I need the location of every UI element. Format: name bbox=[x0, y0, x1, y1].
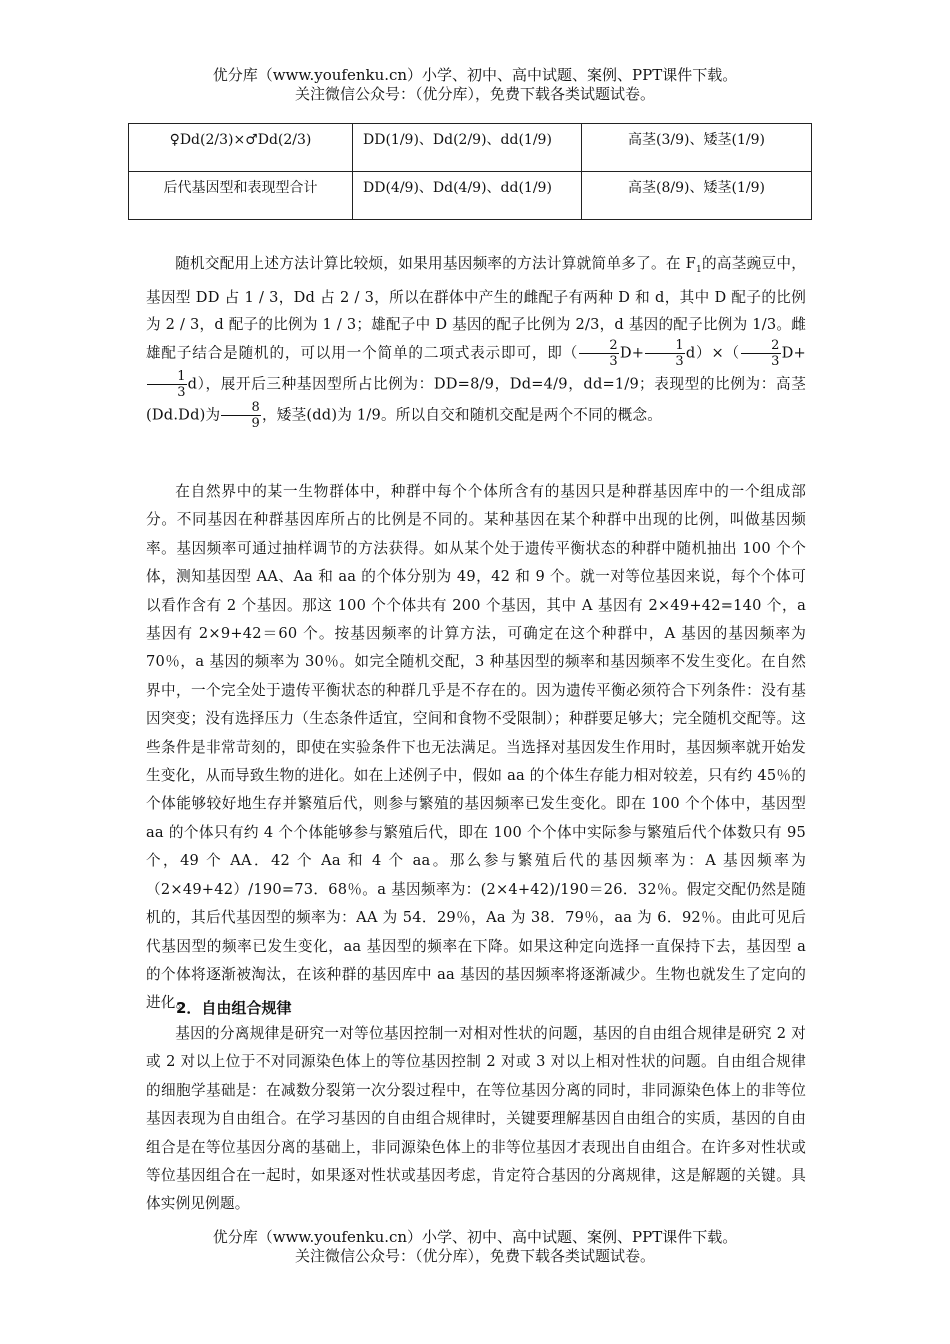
paragraph-free-combination bbox=[146, 1020, 806, 1219]
genotype-table bbox=[128, 123, 812, 220]
table-row bbox=[129, 172, 812, 220]
footer-line-1: 优分库（www.youfenku.cn）小学、初中、高中试题、案例、PPT课件下载。 bbox=[212, 1228, 738, 1246]
fraction-2-3: $\frac{2}{3}$ bbox=[741, 338, 781, 369]
table-row bbox=[129, 124, 812, 172]
table-cell-phenotypes: 高茎(3/9)、矮茎(1/9) bbox=[582, 124, 812, 172]
subscript-1: 1 bbox=[695, 264, 702, 275]
table-cell-cross: 后代基因型和表现型合计 bbox=[129, 172, 353, 220]
para1-text-4: d）×（ bbox=[685, 344, 740, 362]
para2-text: 在自然界中的某一生物群体中，种群中每个个体所含有的基因只是种群基因库中的一个组成部分。不同基因在种群基因库所占的比例是不同的。某种基因在某个种群中出现的比例，叫做基因频率。基因频率可通过抽样调节的方法获得。如从某个处于遗传平衡状态的种群中随机抽出 100 个个体，测知基因型 AA、Aa 和 aa 的个体分别为 49，42 和 9 个。就一对等位基因来说，每个个体可以看作含有 2 个基因。那这 100 个个体共有 200 个基因，其中 A 基因有 2×49+42=140 个，a 基因有 2×9+42＝60 个。按基因频率的计算方法，可确定在这个种群中，A 基因的基因频率为 70％，a 基因的频率为 30％。如完全随机交配，3 种基因型的频率和基因频率不发生变化。在自然界中，一个完全处于遗传平衡状态的种群几乎是不存在的。因为遗传平衡必须符合下列条件：没有基因突变；没有选择压力（生态条件适宜，空间和食物不受限制）；种群要足够大；完全随机交配等。这些条件是非常苛刻的，即使在实验条件下也无法满足。当选择对基因发生作用时，基因频率就开始发生变化，从而导致生物的进化。如在上述例子中，假如 aa 的个体生存能力相对较差，只有约 45％的个体能够较好地生存并繁殖后代，则参与繁殖的基因频率已发生变化。即在 100 个个体中，基因型 aa 的个体只有约 4 个个体能够参与繁殖后代，即在 100 个个体中实际参与繁殖后代个体数只有 95 个，49 个 AA．42 个 Aa 和 4 个 aa。那么参与繁殖后代的基因频率为：A 基因频率为（2×49+42）/190=73．68％。a 基因频率为：(2×4+42)/190＝26．32％。假定交配仍然是随机的，其后代基因型的频率为：AA 为 54．29％，Aa 为 38．79％，aa 为 6．92％。由此可见后代基因型的频率已发生变化，aa 基因型的频率在下降。如果这种定向选择一直保持下去，基因型 a 的个体将逐渐被淘汰，在该种群的基因库中 aa 基因的基因频率将逐渐减少。生物也就发生了定向的进化。 bbox=[146, 483, 806, 1012]
footer-line-2: 关注微信公众号：（优分库），免费下载各类试题试卷。 bbox=[294, 1247, 655, 1265]
fraction-1-3: $\frac{1}{3}$ bbox=[147, 369, 187, 400]
table-cell-genotypes: DD(4/9)、Dd(4/9)、dd(1/9) bbox=[353, 172, 582, 220]
header-line-1: 优分库（www.youfenku.cn）小学、初中、高中试题、案例、PPT课件下载。 bbox=[212, 66, 738, 84]
para1-text-6: d），展开后三种基因型所占比例为：DD=8/9，Dd=4/9，dd=1/9；表现型的比例为：高茎(Dd.Dd)为 bbox=[146, 375, 806, 424]
page-header bbox=[0, 66, 950, 104]
section-title: 2．自由组合规律 bbox=[176, 999, 292, 1017]
para1-text-1: 随机交配用上述方法计算比较烦，如果用基因频率的方法计算就简单多了。在 F bbox=[175, 255, 696, 272]
fraction-8-9: $\frac{8}{9}$ bbox=[221, 400, 261, 431]
paragraph-random-mating bbox=[146, 250, 806, 431]
page-footer bbox=[0, 1228, 950, 1266]
para1-text-2: 的高茎豌豆中，基因型 DD 占 1 / 3，Dd 占 2 / 3，所以在群体中产生的雌配子有两种 D 和 d，其中 D 配子的比例为 2 / 3，d 配子的比例为 1 / 3；雄配子中 D 基因的配子比例为 2/3，d 基因的配子比例为 1/3。雌雄配子结合是随机的，可以用一个简单的二项式表示即可，即（ bbox=[146, 255, 807, 362]
para3-text: 基因的分离规律是研究一对等位基因控制一对相对性状的问题，基因的自由组合规律是研究 2 对或 2 对以上位于不对同源染色体上的等位基因控制 2 对或 3 对以上相对性状的问题。自由组合规律的细胞学基础是：在减数分裂第一次分裂过程中，在等位基因分离的同时，非同源染色体上的非等位基因表现为自由组合。在学习基因的自由组合规律时，关键要理解基因自由组合的实质，基因的自由组合是在等位基因分离的基础上，非同源染色体上的非等位基因才表现出自由组合。在许多对性状或等位基因组合在一起时，如果逐对性状或基因考虑，肯定符合基因的分离规律，这是解题的关键。具体实例见例题。 bbox=[146, 1025, 806, 1213]
table-cell-phenotypes: 高茎(8/9)、矮茎(1/9) bbox=[582, 172, 812, 220]
header-line-2: 关注微信公众号：（优分库），免费下载各类试题试卷。 bbox=[294, 85, 655, 103]
para1-text-5: D+ bbox=[781, 344, 806, 362]
paragraph-gene-frequency bbox=[146, 478, 806, 1018]
para1-text-7: ，矮茎(dd)为 1/9。所以自交和随机交配是两个不同的概念。 bbox=[261, 406, 663, 424]
para1-text-3: D+ bbox=[619, 344, 645, 362]
table-cell-cross: ♀Dd(2/3)×♂Dd(2/3) bbox=[129, 124, 353, 172]
table-cell-genotypes: DD(1/9)、Dd(2/9)、dd(1/9) bbox=[353, 124, 582, 172]
fraction-1-3: $\frac{1}{3}$ bbox=[645, 338, 685, 369]
fraction-2-3: $\frac{2}{3}$ bbox=[579, 338, 619, 369]
